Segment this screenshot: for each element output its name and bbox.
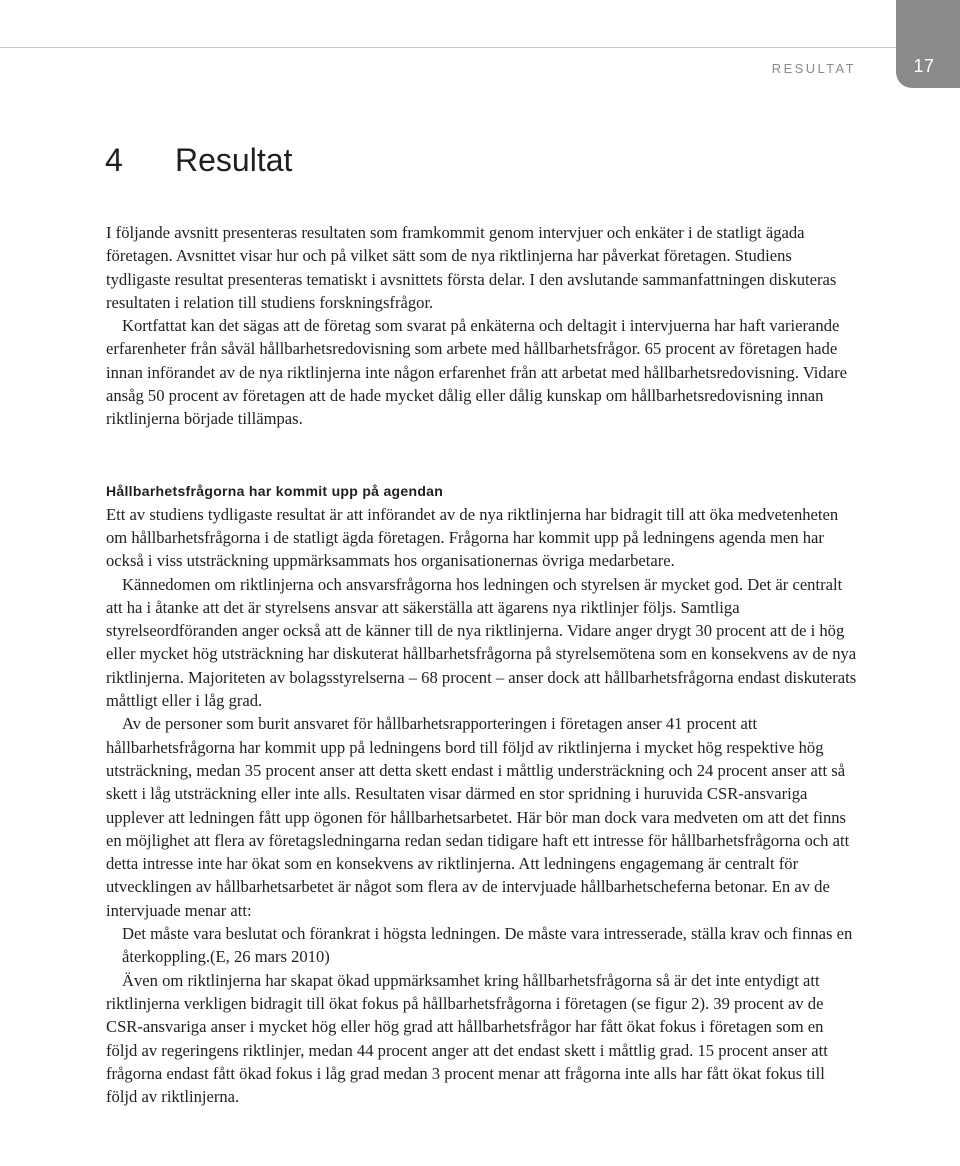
chapter-number: 4 bbox=[105, 142, 123, 178]
section-heading: Hållbarhetsfrågorna har kommit upp på agendan bbox=[106, 482, 444, 499]
section-paragraph-2: Kännedomen om riktlinjerna och ansvarsfrågorna hos ledningen och styrelsen är mycket god. Det är centralt att ha i åtanke att det är styrelsens ansvar att säkerställa att ägarens nya riktlinjer följs. Samtliga styrelseordföranden anger också att de känner till de nya riktlinjerna. Vidare anger drygt 30 procent att de i hög eller mycket hög utsträckning har diskuterat hållbarhetsfrågorna på styrelsemötena som en konsekvens av de nya riktlinjerna. Majoriteten av bolagsstyrelserna – 68 procent – anser dock att hållbarhetsfrågorna endast diskuterats måttligt eller i låg grad. bbox=[106, 574, 857, 711]
intro-paragraph-1: I följande avsnitt presenteras resultaten som framkommit genom intervjuer och enkäter i de statligt ägada företagen. Avsnittet visar hur och på vilket sätt som de nya riktlinjerna har påverkat företagen. Studiens tydligaste resultat presenteras tematiskt i avsnittets första delar. I den avslutande sammanfattningen diskuteras resultaten i relation till studiens forskningsfrågor. bbox=[106, 223, 837, 312]
section-spacer bbox=[106, 431, 858, 480]
body-text bbox=[106, 221, 858, 1108]
running-head: RESULTAT bbox=[771, 61, 856, 76]
chapter-title-text: Resultat bbox=[175, 142, 293, 178]
header-rule bbox=[0, 47, 896, 48]
block-quote: Det måste vara beslutat och förankrat i högsta ledningen. De måste vara intresserade, ställa krav och finnas en återkoppling.(E, 26 mars 2010) bbox=[122, 924, 853, 967]
page-number: 17 bbox=[913, 56, 935, 76]
section-paragraph-3: Av de personer som burit ansvaret för hållbarhetsrapporteringen i företagen anser 41 procent att hållbarhetsfrågorna har kommit upp på ledningens bord till följd av riktlinjerna i mycket hög respektive hög utsträckning, medan 35 procent anser att detta skett endast i måttlig understräckning och 24 procent anser att så skett i låg utsträckning eller inte alls. Resultaten visar därmed en stor spridning i huruvida CSR-ansvariga upplever att ledningen fått upp ögonen för hållbarhetsarbetet. Här bör man dock vara medveten om att det finns en möjlighet att flera av företagsledningarna redan sedan tidigare haft ett intresse för hållbarhetsfrågorna och att detta intresse inte har ökat som en konsekvens av riktlinjerna. Att ledningens engagemang är centralt för utvecklingen av hållbarhetsarbetet är något som flera av de intervjuade hållbarhetscheferna betonar. En av de intervjuade menar att: bbox=[106, 714, 850, 920]
intro-paragraph-2: Kortfattat kan det sägas att de företag som svarat på enkäterna och deltagit i intervjuerna har haft varierande erfarenheter från såväl hållbarhetsredovisning som arbete med hållbarhetsfrågor. 65 procent av företagen hade innan införandet av de nya riktlinjerna inte någon erfarenhet från att arbetat med hållbarhetsredovisning. Vidare ansåg 50 procent av företagen att de hade mycket dålig eller dålig kunskap om hållbarhetsredovisning innan riktlinjerna började tillämpas. bbox=[106, 316, 847, 429]
section-paragraph-1: Ett av studiens tydligaste resultat är att införandet av de nya riktlinjerna har bidragit till att öka medvetenheten om hållbarhetsfrågorna i de statligt ägda företagen. Frågorna har kommit upp på ledningens agenda men har också i viss utsträckning uppmärksammats hos organisationernas övriga medarbetare. bbox=[106, 504, 839, 571]
section-paragraph-4: Även om riktlinjerna har skapat ökad uppmärksamhet kring hållbarhetsfrågorna så är det inte entydigt att riktlinjerna verkligen bidragit till ökat fokus på hållbarhetsfrågorna i företagen (se figur 2). 39 procent av de CSR-ansvariga anser i mycket hög eller hög grad att hållbarhetsfrågor har fått ökat fokus i företagen som en följd av regeringens riktlinjer, medan 44 procent anger att det endast skett i måttlig grad. 15 procent anser att frågorna endast fått ökad fokus i låg grad medan 3 procent menar att frågorna inte alls har fått ökat fokus till följd av riktlinjerna. bbox=[106, 970, 828, 1107]
chapter-title bbox=[105, 142, 292, 179]
